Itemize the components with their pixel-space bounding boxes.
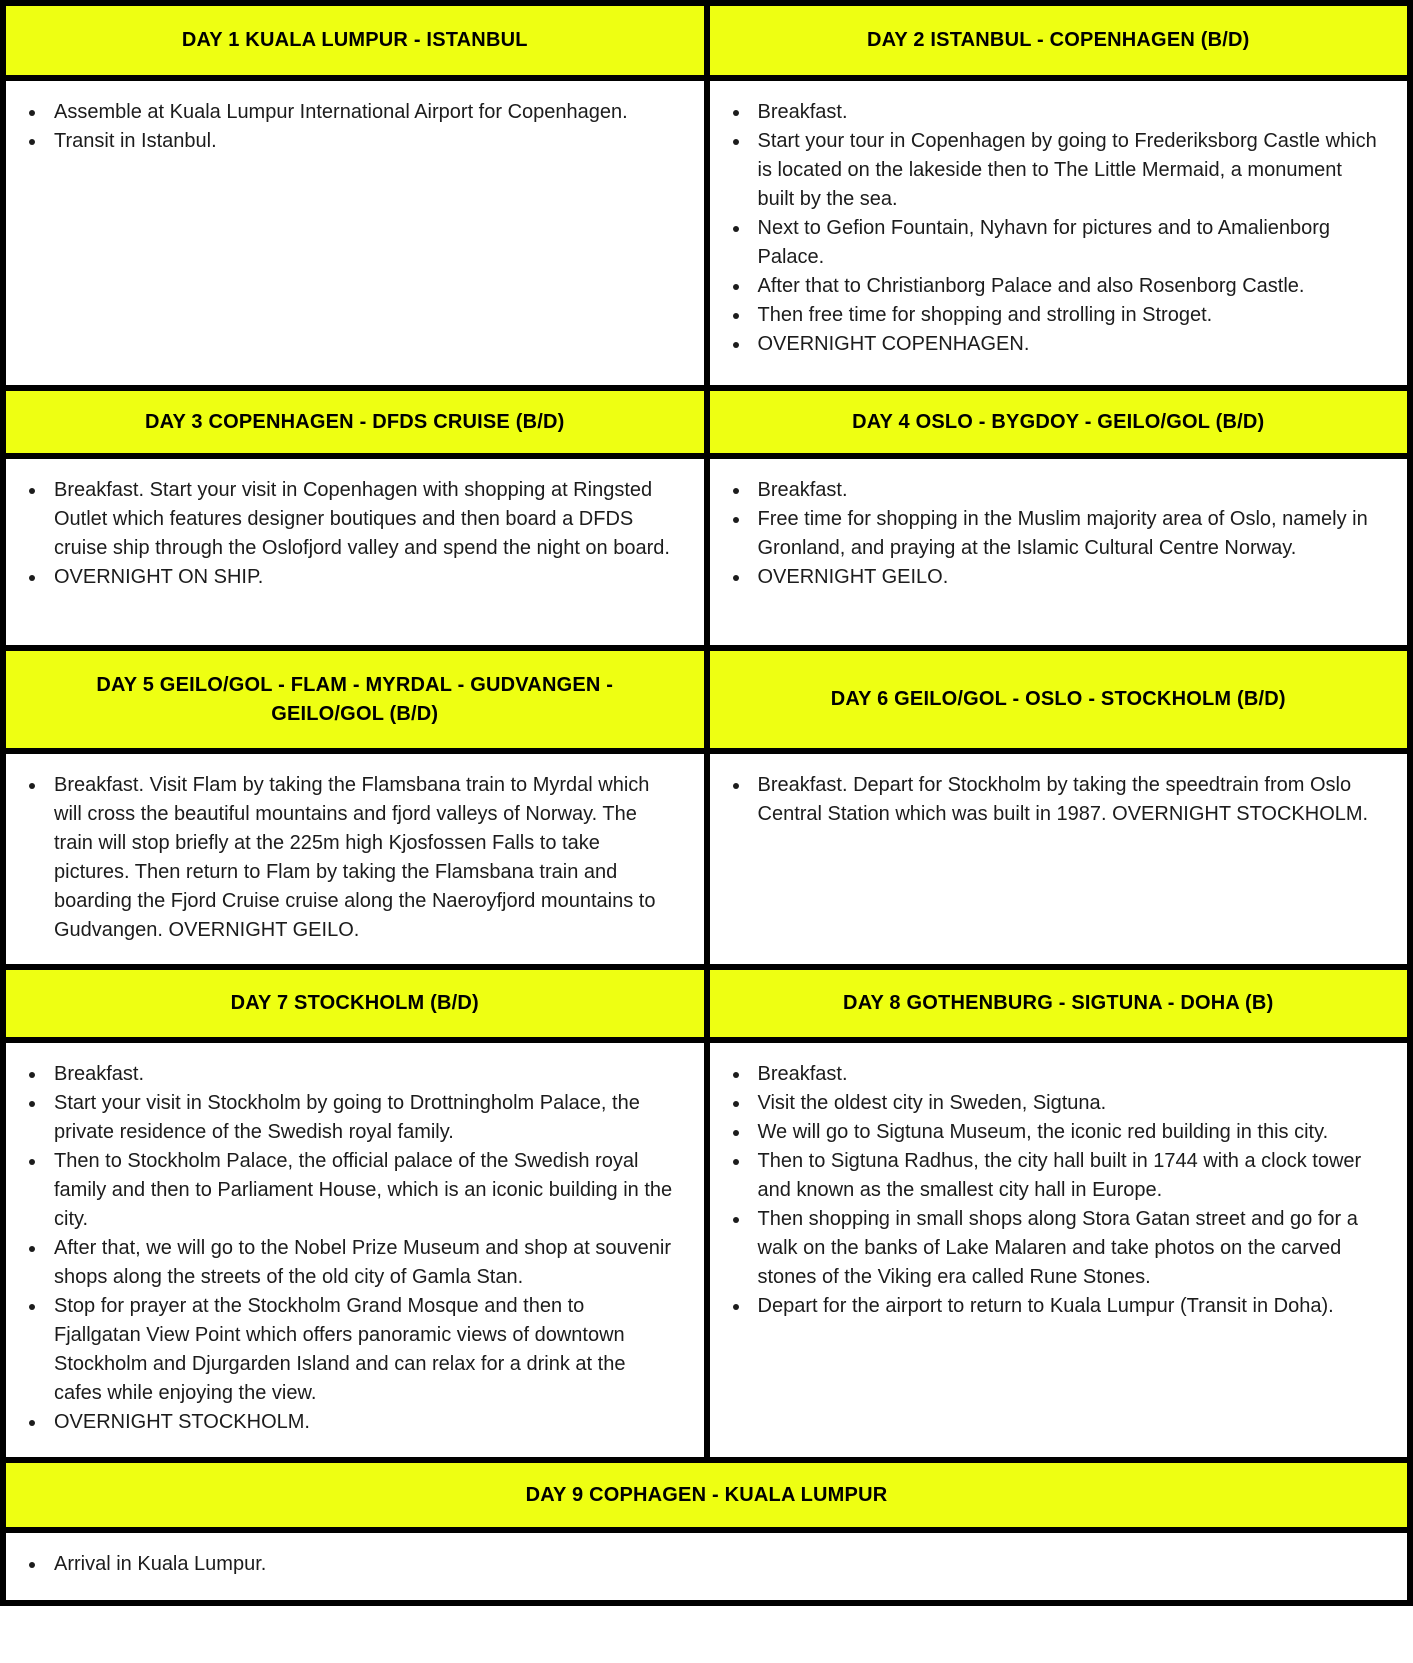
itinerary-item: • Then to Stockholm Palace, the official palace of the Swedish royal family and then to Parliament House, which is an iconic building in the city. (47, 1147, 674, 1234)
itinerary-item: • Depart for the airport to return to Kuala Lumpur (Transit in Doha). (751, 1292, 1378, 1321)
itinerary-item: • Then shopping in small shops along Stora Gatan street and go for a walk on the banks of Lake Malaren and take photos on the carved stones of the Viking era called Rune Stones. (751, 1205, 1378, 1292)
content-row-day3-day4 (3, 456, 1410, 648)
day4-content-cell (707, 456, 1411, 648)
itinerary-item: • Visit the oldest city in Sweden, Sigtuna. (751, 1089, 1378, 1118)
itinerary-item: • Breakfast. (751, 476, 1378, 505)
itinerary-item: • OVERNIGHT COPENHAGEN. (751, 330, 1378, 359)
day9-content-cell (3, 1530, 1410, 1603)
itinerary-item: • After that, we will go to the Nobel Prize Museum and shop at souvenir shops along the streets of the old city of Gamla Stan. (47, 1234, 674, 1292)
day3-item-list (22, 476, 674, 592)
day1-content-cell (3, 78, 707, 388)
day2-content-cell (707, 78, 1411, 388)
day7-item-list (22, 1060, 674, 1437)
itinerary-item: • Breakfast. (751, 98, 1378, 127)
day8-header: DAY 8 GOTHENBURG - SIGTUNA - DOHA (B) (707, 967, 1411, 1040)
day1-header: DAY 1 KUALA LUMPUR - ISTANBUL (3, 3, 707, 78)
itinerary-item: • We will go to Sigtuna Museum, the iconic red building in this city. (751, 1118, 1378, 1147)
itinerary-item: • Stop for prayer at the Stockholm Grand Mosque and then to Fjallgatan View Point which offers panoramic views of downtown Stockholm and Djurgarden Island and can relax for a drink at the cafes while enjoying the view. (47, 1292, 674, 1408)
day5-content-cell (3, 751, 707, 967)
day4-item-list (726, 476, 1378, 592)
day5-item-list (22, 771, 674, 945)
itinerary-item: • Breakfast. (751, 1060, 1378, 1089)
day5-header: DAY 5 GEILO/GOL - FLAM - MYRDAL - GUDVANGEN - GEILO/GOL (B/D) (3, 648, 707, 751)
content-row-day5-day6 (3, 751, 1410, 967)
itinerary-item: • After that to Christianborg Palace and also Rosenborg Castle. (751, 272, 1378, 301)
content-row-day7-day8 (3, 1040, 1410, 1460)
day2-item-list (726, 98, 1378, 359)
day4-header: DAY 4 OSLO - BYGDOY - GEILO/GOL (B/D) (707, 388, 1411, 456)
day9-item-list (22, 1550, 1377, 1579)
itinerary-item: • Breakfast. Start your visit in Copenhagen with shopping at Ringsted Outlet which features designer boutiques and then board a DFDS cruise ship through the Oslofjord valley and spend the night on board. (47, 476, 674, 563)
itinerary-item: • Free time for shopping in the Muslim majority area of Oslo, namely in Gronland, and praying at the Islamic Cultural Centre Norway. (751, 505, 1378, 563)
itinerary-item: • OVERNIGHT STOCKHOLM. (47, 1408, 674, 1437)
day7-header: DAY 7 STOCKHOLM (B/D) (3, 967, 707, 1040)
header-row-day3-day4 (3, 388, 1410, 456)
day3-content-cell (3, 456, 707, 648)
day8-item-list (726, 1060, 1378, 1321)
day6-item-list (726, 771, 1378, 829)
header-row-day5-day6 (3, 648, 1410, 751)
itinerary-item: • Then free time for shopping and strolling in Stroget. (751, 301, 1378, 330)
day9-header: DAY 9 COPHAGEN - KUALA LUMPUR (3, 1460, 1410, 1530)
itinerary-item: • Breakfast. (47, 1060, 674, 1089)
day7-content-cell (3, 1040, 707, 1460)
content-row-day9 (3, 1530, 1410, 1603)
day2-header: DAY 2 ISTANBUL - COPENHAGEN (B/D) (707, 3, 1411, 78)
itinerary-item: • Breakfast. Visit Flam by taking the Flamsbana train to Myrdal which will cross the beautiful mountains and fjord valleys of Norway. The train will stop briefly at the 225m high Kjosfossen Falls to take pictures. Then return to Flam by taking the Flamsbana train and boarding the Fjord Cruise cruise along the Naeroyfjord mountains to Gudvangen. OVERNIGHT GEILO. (47, 771, 674, 945)
day6-content-cell (707, 751, 1411, 967)
itinerary-item: • OVERNIGHT ON SHIP. (47, 563, 674, 592)
itinerary-item: • Arrival in Kuala Lumpur. (47, 1550, 1377, 1579)
day8-content-cell (707, 1040, 1411, 1460)
itinerary-item: • Next to Gefion Fountain, Nyhavn for pictures and to Amalienborg Palace. (751, 214, 1378, 272)
header-row-day1-day2 (3, 3, 1410, 78)
itinerary-item: • OVERNIGHT GEILO. (751, 563, 1378, 592)
day3-header: DAY 3 COPENHAGEN - DFDS CRUISE (B/D) (3, 388, 707, 456)
itinerary-item: • Breakfast. Depart for Stockholm by taking the speedtrain from Oslo Central Station which was built in 1987. OVERNIGHT STOCKHOLM. (751, 771, 1378, 829)
itinerary-item: • Start your tour in Copenhagen by going to Frederiksborg Castle which is located on the lakeside then to The Little Mermaid, a monument built by the sea. (751, 127, 1378, 214)
day6-header: DAY 6 GEILO/GOL - OSLO - STOCKHOLM (B/D) (707, 648, 1411, 751)
header-row-day7-day8 (3, 967, 1410, 1040)
header-row-day9 (3, 1460, 1410, 1530)
itinerary-item: • Transit in Istanbul. (47, 127, 674, 156)
content-row-day1-day2 (3, 78, 1410, 388)
itinerary-item: • Start your visit in Stockholm by going to Drottningholm Palace, the private residence of the Swedish royal family. (47, 1089, 674, 1147)
itinerary-item: • Assemble at Kuala Lumpur International Airport for Copenhagen. (47, 98, 674, 127)
itinerary-item: • Then to Sigtuna Radhus, the city hall built in 1744 with a clock tower and known as the smallest city hall in Europe. (751, 1147, 1378, 1205)
day1-item-list (22, 98, 674, 156)
